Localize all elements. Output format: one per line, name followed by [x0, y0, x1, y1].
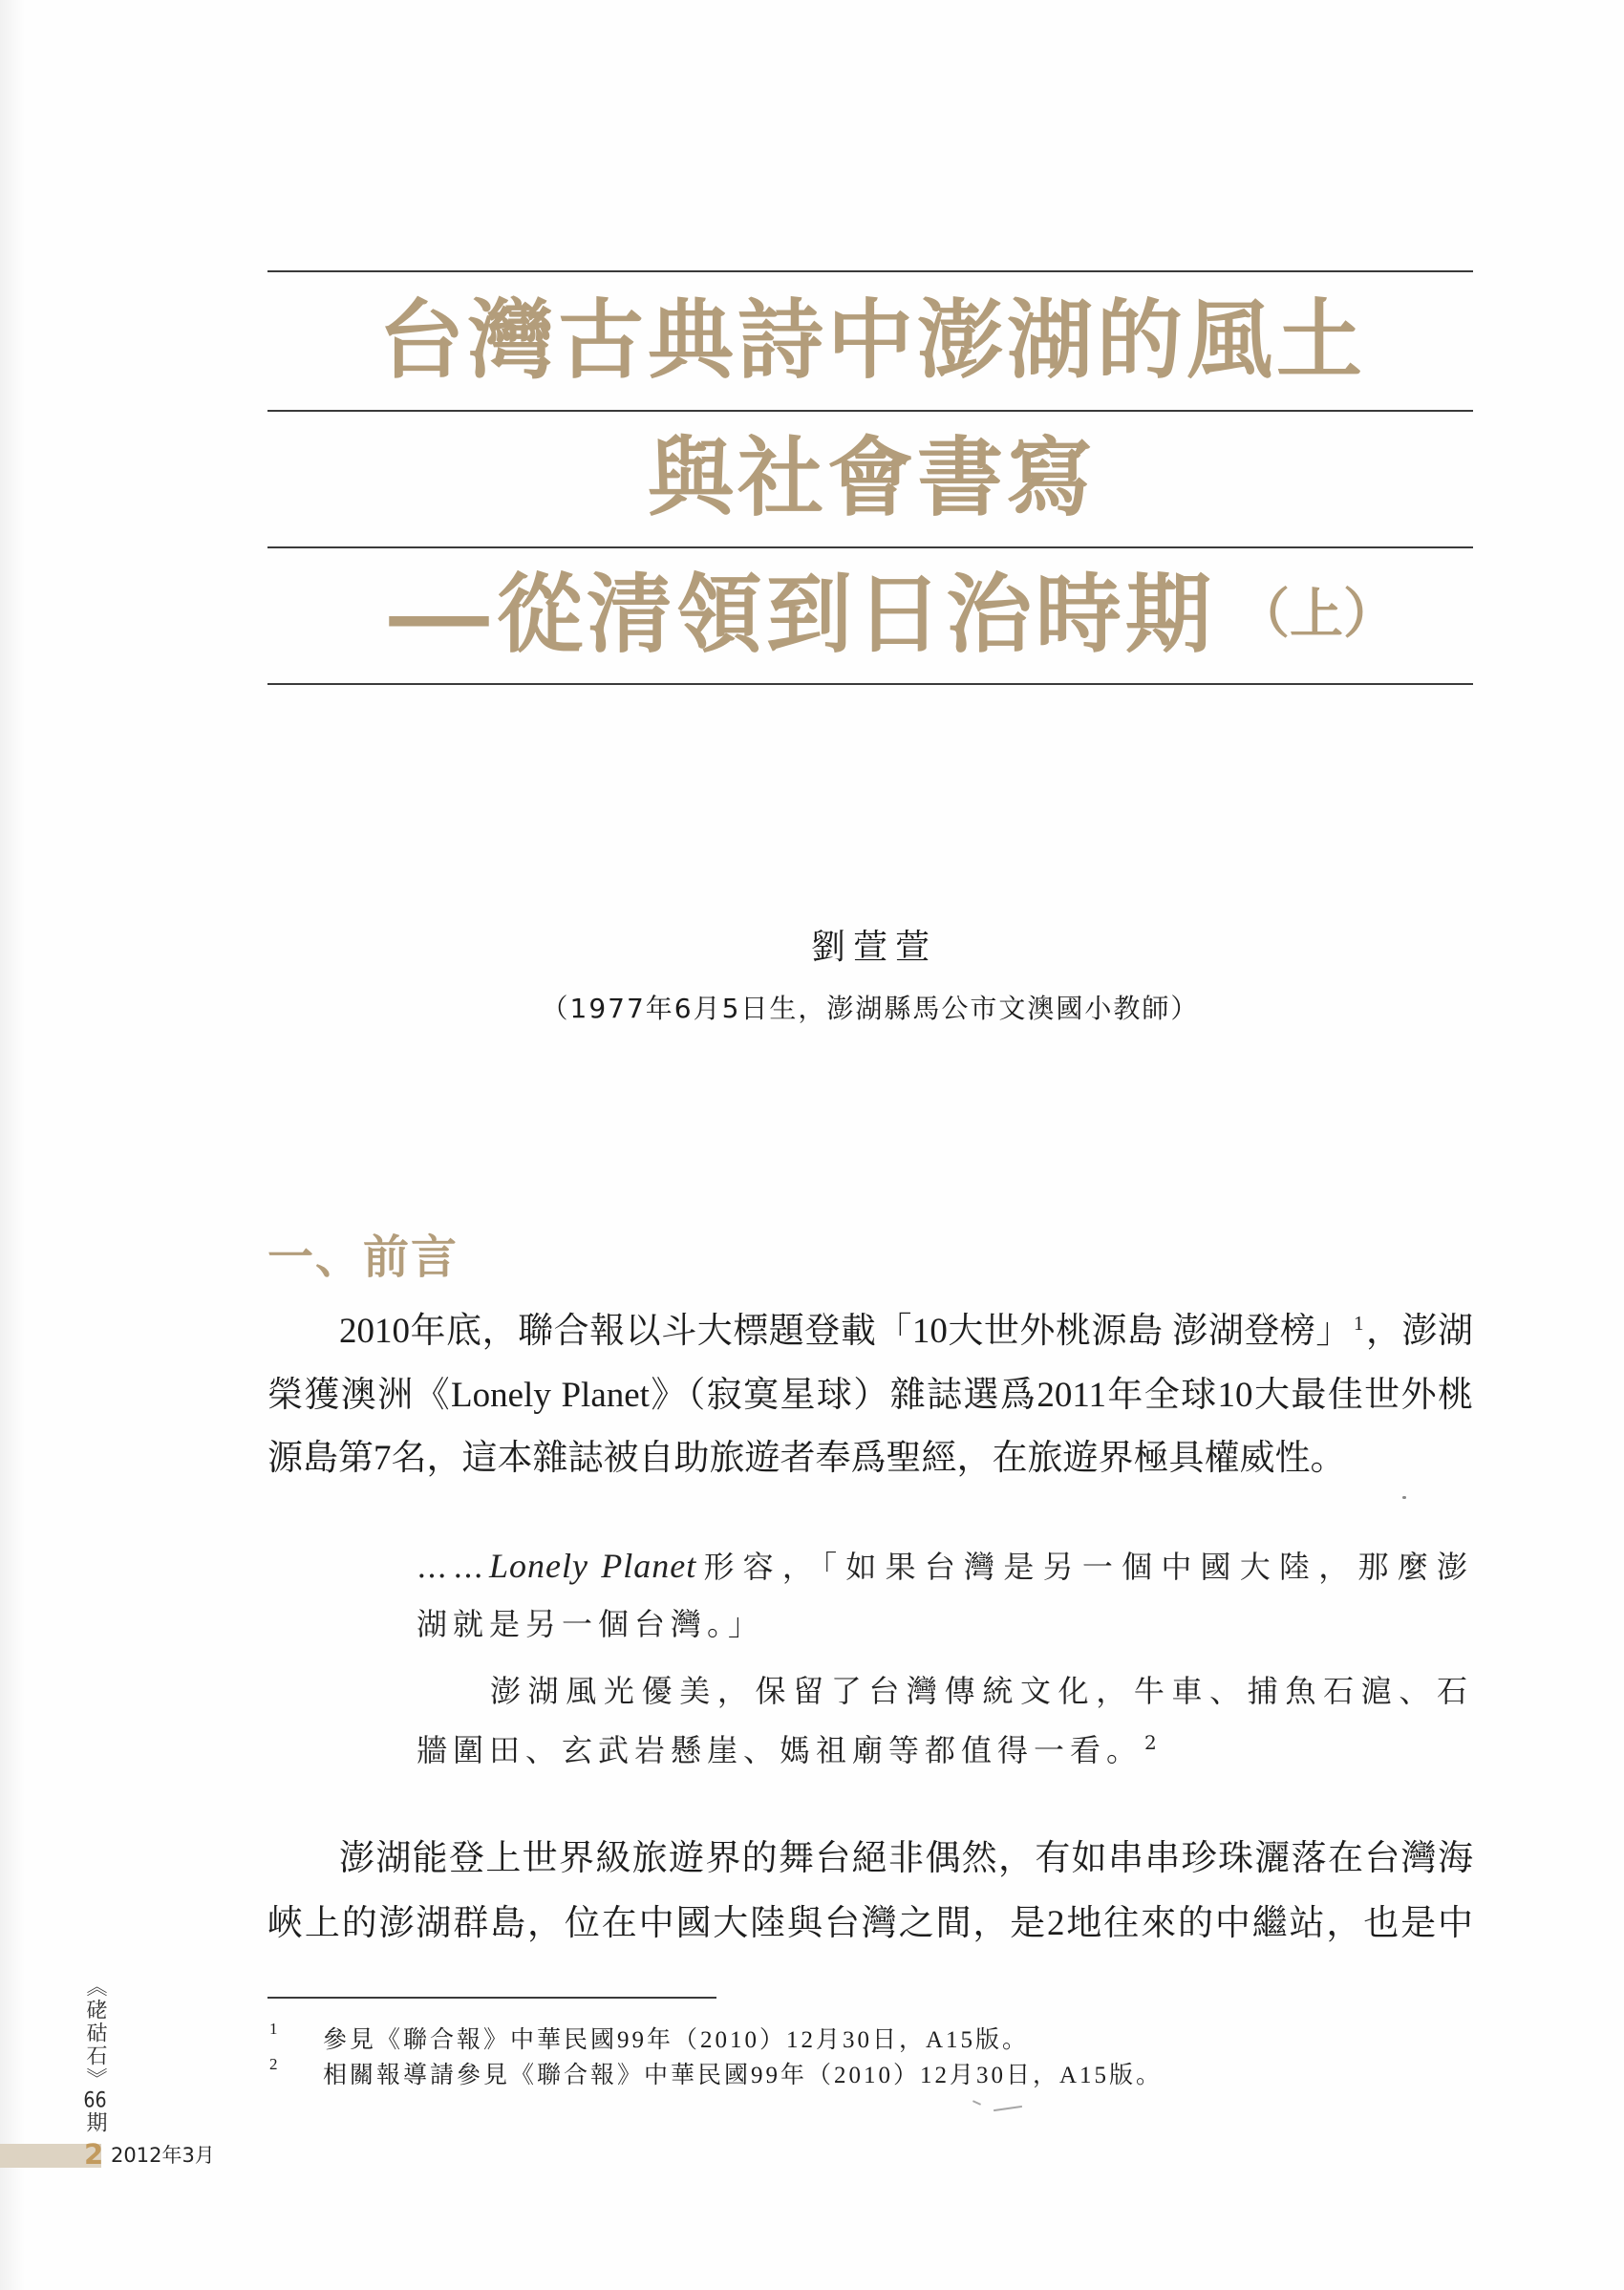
title-rule-bottom [267, 683, 1473, 685]
quote-ellipsis: …… [417, 1549, 489, 1585]
paragraph-2-line-2: 峽上的澎湖群島，位在中國大陸與台灣之間，是2地往來的中繼站，也是中 [267, 1904, 1473, 1943]
quote-line-1 [417, 1537, 1473, 1594]
issue-suffix: 期 [83, 2111, 107, 2134]
footnote-ref-2: 2 [1144, 1731, 1157, 1755]
section-heading: 一、前言 [267, 1231, 459, 1284]
author-name: 劉萱萱 [810, 928, 937, 967]
title-line-3 [383, 562, 1397, 667]
title-rule-3 [267, 546, 1473, 548]
footnote-1-number: 1 [269, 2020, 278, 2038]
quote-italic-title: Lonely Planet [489, 1547, 697, 1585]
paragraph-text: ，澎湖 [1365, 1312, 1474, 1351]
footnote-ref-1: 1 [1353, 1311, 1364, 1335]
page-number: 2 [84, 2138, 104, 2171]
scan-speck [994, 2106, 1022, 2111]
footnote-rule [267, 1997, 716, 1999]
issue-date: 2012年3月 [111, 2144, 215, 2167]
quote-line-3: 澎湖風光優美，保留了台灣傳統文化，牛車、捕魚石滬、石 [490, 1673, 1473, 1709]
issue-number: 66 [83, 2090, 107, 2111]
title-subtitle: 從清領到日治時期 [497, 564, 1215, 665]
scan-speck [972, 2100, 981, 2106]
title-line-1: 台灣古典詩中澎湖的風土 [378, 289, 1366, 391]
title-rule-top [267, 270, 1473, 272]
footnote-2-text: 相關報導請參見《聯合報》中華民國99年（2010）12月30日，A15版。 [323, 2063, 1164, 2088]
journal-issue-vertical [82, 1976, 107, 2134]
scan-speck [1402, 1496, 1406, 1499]
quote-line-4 [417, 1722, 1473, 1779]
paragraph-1-line-1 [339, 1300, 1473, 1363]
paragraph-2-line-1: 澎湖能登上世界級旅遊界的舞台絕非偶然，有如串串珍珠灑落在台灣海 [339, 1839, 1473, 1878]
quote-text: 形容，「如果台灣是另一個中國大陸，那麼澎 [700, 1549, 1473, 1585]
title-line-2: 與社會書寫 [648, 427, 1097, 528]
quote-text: 牆圍田、玄武岩懸崖、媽祖廟等都值得一看。 [417, 1732, 1143, 1768]
title-part-label: （上） [1236, 583, 1397, 646]
quote-line-2: 湖就是另一個台灣。」 [417, 1606, 765, 1642]
title-rule-2 [267, 410, 1473, 412]
scan-edge-shade [0, 0, 25, 2290]
journal-title: 《硓𥑮石》 [83, 1976, 107, 2090]
paragraph-1-line-3: 源島第7名，這本雜誌被自助旅遊者奉爲聖經，在旅遊界極具權威性。 [267, 1439, 1346, 1478]
paragraph-1-line-2: 榮獲澳洲《Lonely Planet》（寂寞星球）雜誌選爲2011年全球10大最佳世外桃 [267, 1376, 1473, 1415]
footnote-1-text: 參見《聯合報》中華民國99年（2010）12月30日，A15版。 [323, 2027, 1030, 2053]
footnote-2-number: 2 [269, 2055, 278, 2073]
paragraph-text: 2010年底，聯合報以斗大標題登載「10大世外桃源島 澎湖登榜」 [339, 1312, 1352, 1351]
title-dash: — [383, 564, 495, 665]
author-affiliation: （1977年6月5日生，澎湖縣馬公市文澳國小教師） [541, 993, 1200, 1024]
